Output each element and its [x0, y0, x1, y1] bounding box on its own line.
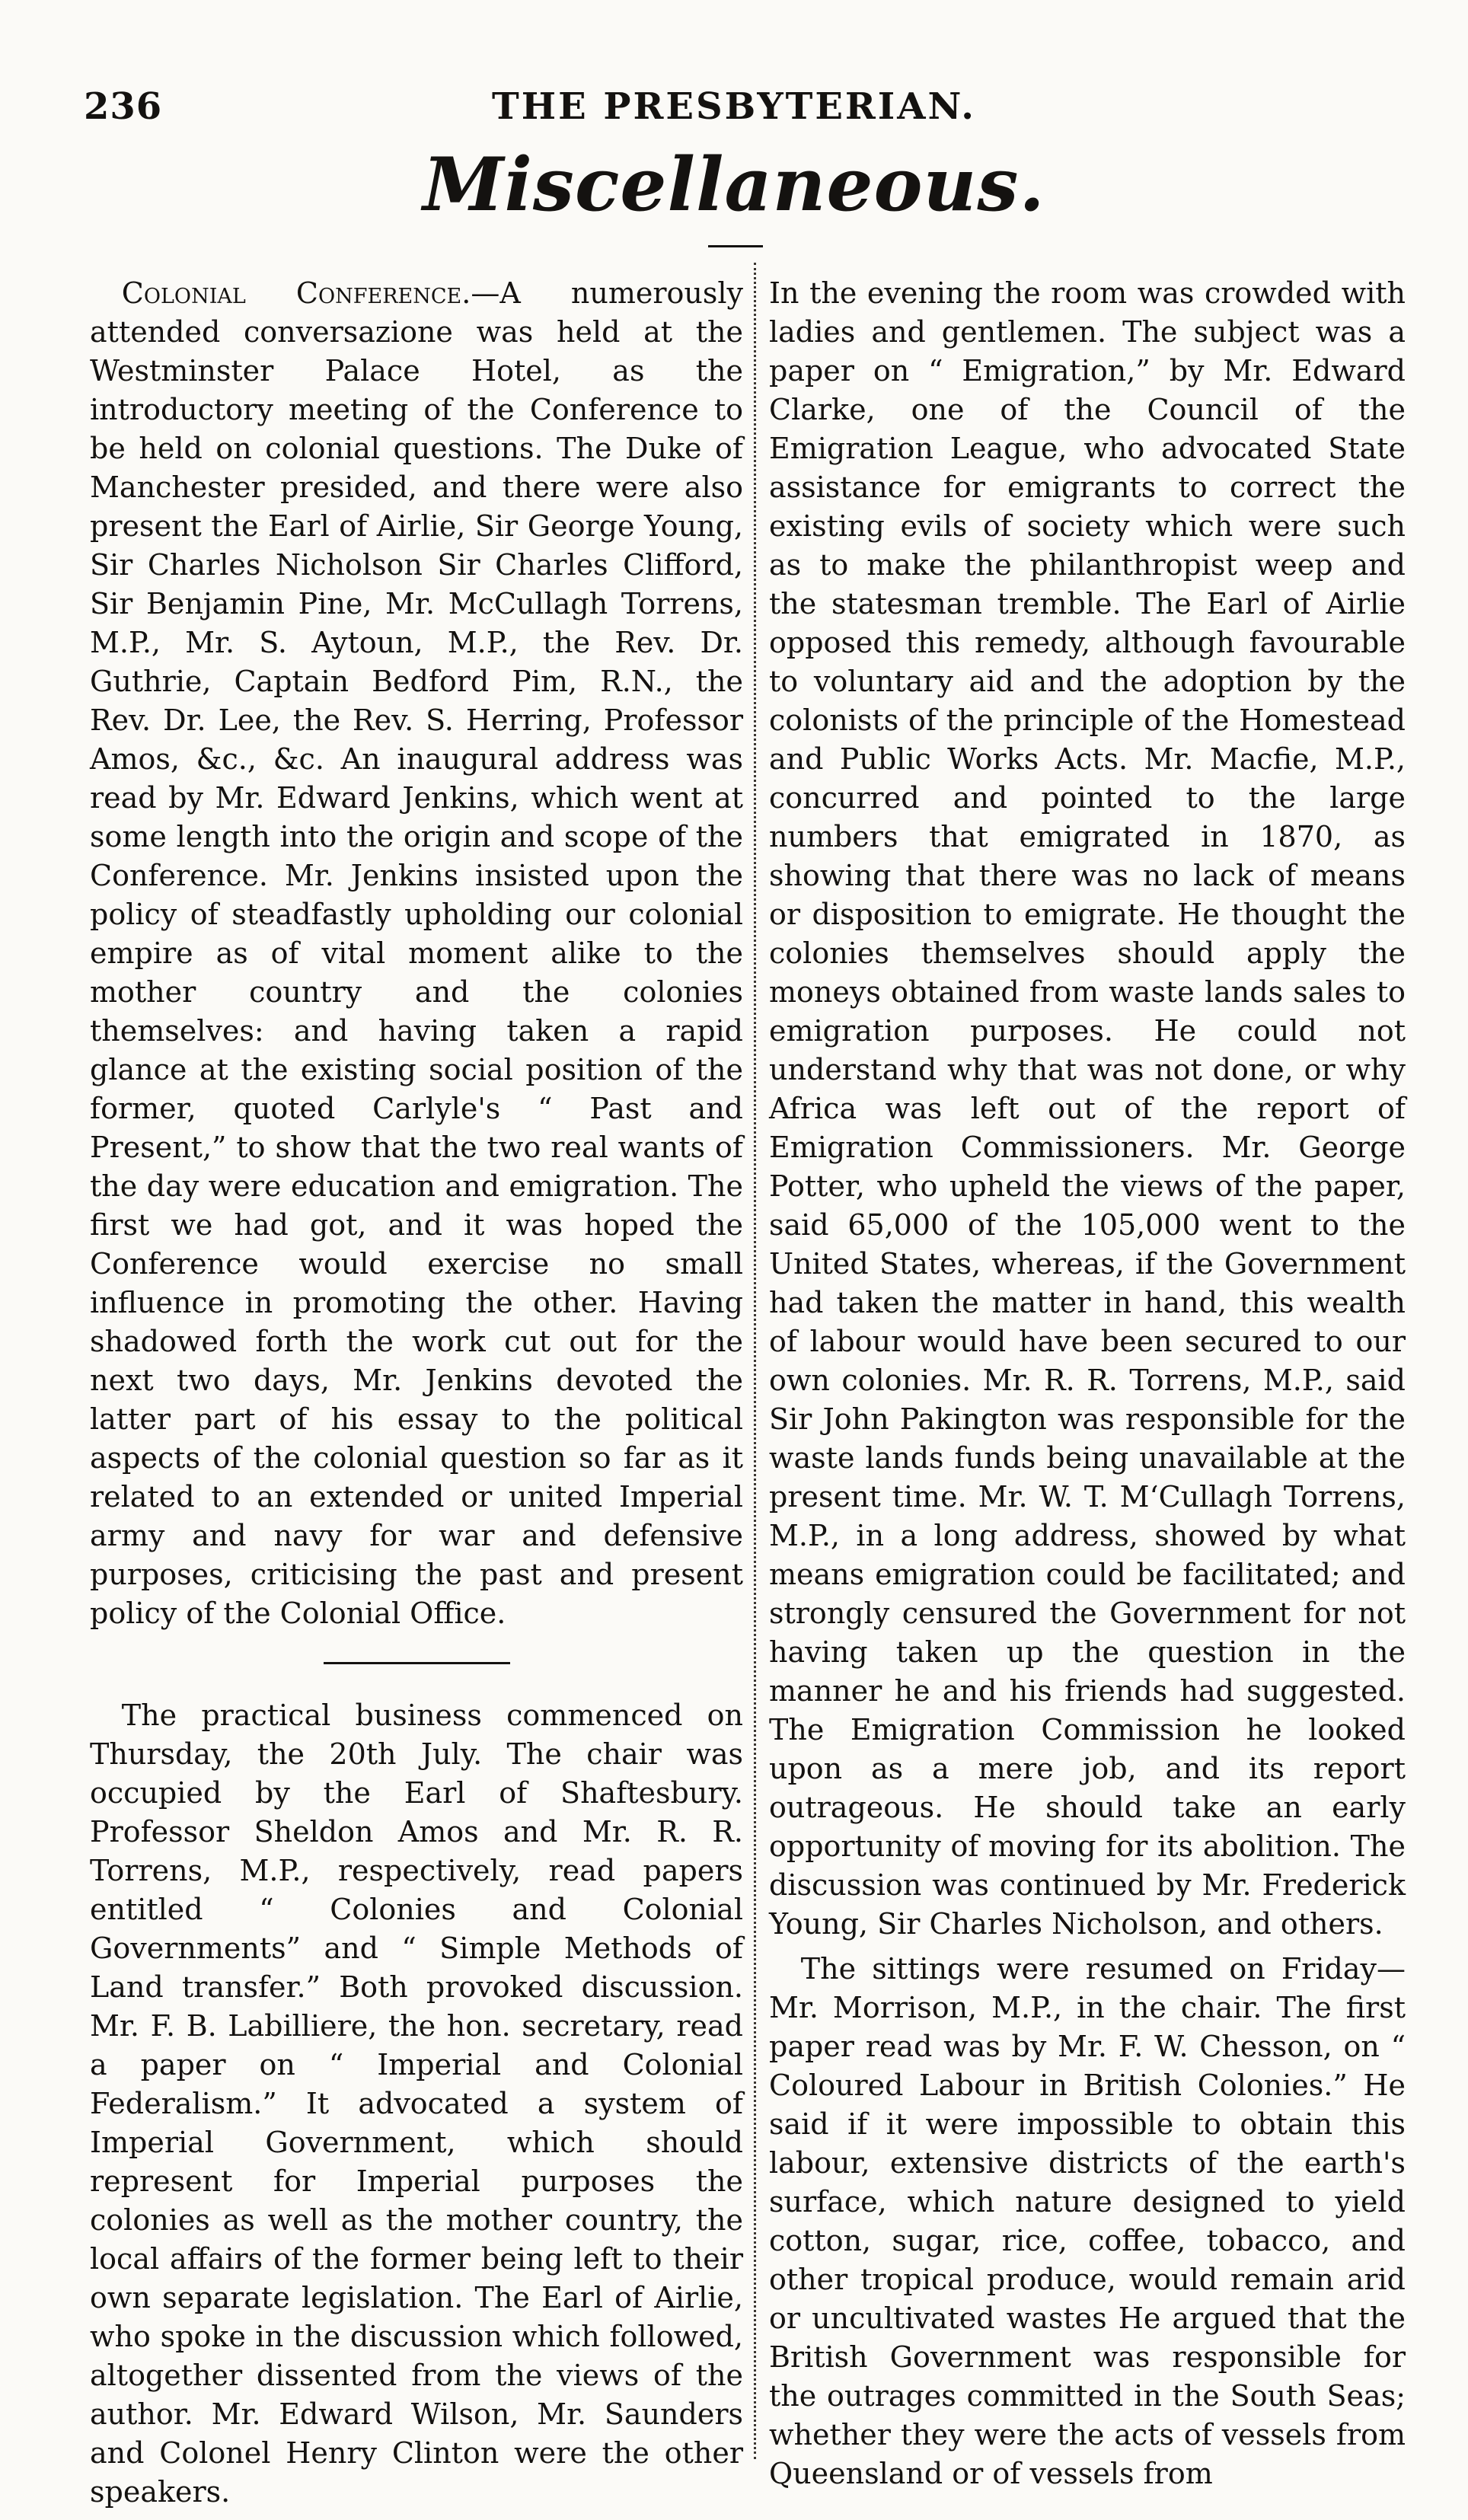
section-divider-rule	[324, 1662, 510, 1664]
conference-paragraph	[90, 274, 743, 1633]
page-number: 236	[84, 85, 163, 128]
title-rule	[708, 245, 763, 247]
paragraph-lead: Colonial Conference.	[121, 276, 471, 310]
journal-title: THE PRESBYTERIAN.	[492, 85, 976, 128]
paragraph-gap	[769, 1944, 1406, 1950]
practical-business-paragraph: The practical business commenced on Thursday, the 20th July. The chair was occupied by the Earl of Shaftesbury. Professor Sheldon Amos and Mr. R. R. Torrens, M.P., respectively, read papers entitled “ Colonies and Colonial Governments” and “ Simple Methods of Land transfer.” Both provoked discussion. Mr. F. B. Labilliere, the hon. secretary, read a paper on “ Imperial and Colonial Federalism.” It advocated a system of Imperial Government, which should represent for Imperial purposes the colonies as well as the mother country, the local affairs of the former being left to their own separate legislation. The Earl of Airlie, who spoke in the discussion which followed, altogether dissented from the views of the author. Mr. Edward Wilson, Mr. Saunders and Colonel Henry Clinton were the other speakers.	[90, 1699, 743, 2509]
section-title: Miscellaneous.	[423, 142, 1045, 228]
left-column	[90, 274, 743, 2512]
friday-sittings-paragraph: The sittings were resumed on Friday—Mr. Morrison, M.P., in the chair. The first paper read was by Mr. F. W. Chesson, on “ Coloured Labour in British Colonies.” He said if it were impossible to obtain this labour, extensive districts of the earth's surface, which nature designed to yield cotton, sugar, rice, coffee, tobacco, and other tropical produce, would remain arid or uncultivated wastes He argued that the British Government was responsible for the outrages committed in the South Seas; whether they were the acts of vessels from Queensland or of vessels from	[769, 1952, 1406, 2490]
evening-session-paragraph: In the evening the room was crowded with ladies and gentlemen. The subject was a paper on “ Emigration,” by Mr. Edward Clarke, one of the Council of the Emigration League, who advocated State assistance for emigrants to correct the existing evils of society which were such as to make the philanthropist weep and the statesman tremble. The Earl of Airlie opposed this remedy, although favourable to voluntary aid and the adoption by the colonists of the principle of the Homestead and Public Works Acts. Mr. Macfie, M.P., concurred and pointed to the large numbers that emigrated in 1870, as showing that there was no lack of means or disposition to emigrate. He thought the colonies themselves should apply the moneys obtained from waste lands sales to emigration purposes. He could not understand why that was not done, or why Africa was left out of the report of Emigration Commissioners. Mr. George Potter, who upheld the views of the paper, said 65,000 of the 105,000 went to the United States, whereas, if the Government had taken the matter in hand, this wealth of labour would have been secured to our own colonies. Mr. R. R. Torrens, M.P., said Sir John Pakington was responsible for the waste lands funds being unavailable at the present time. Mr. W. T. M‘Cullagh Torrens, M.P., in a long address, showed by what means emigration could be facilitated; and strongly censured the Government for not having taken up the question in the manner he and his friends had suggested. The Emigration Commission he looked upon as a mere job, and its report outrageous. He should take an early opportunity of moving for its abolition. The discussion was continued by Mr. Frederick Young, Sir Charles Nicholson, and others.	[769, 276, 1406, 1941]
right-column	[769, 274, 1406, 2493]
paragraph-text: —A numerously attended conversazione was held at the Westminster Palace Hotel, as the introductory meeting of the Conference to be held on colonial questions. The Duke of Manchester presided, and there were also present the Earl of Airlie, Sir George Young, Sir Charles Nicholson Sir Charles Clifford, Sir Benjamin Pine, Mr. McCullagh Torrens, M.P., Mr. S. Aytoun, M.P., the Rev. Dr. Guthrie, Captain Bedford Pim, R.N., the Rev. Dr. Lee, the Rev. S. Herring, Professor Amos, &c., &c. An inaugural address was read by Mr. Edward Jenkins, which went at some length into the origin and scope of the Conference. Mr. Jenkins insisted upon the policy of steadfastly upholding our colonial empire as of vital moment alike to the mother country and the colonies themselves: and having taken a rapid glance at the existing social position of the former, quoted Carlyle's “ Past and Present,” to show that the two real wants of the day were education and emigration. The first we had got, and it was hoped the Conference would exercise no small influence in promoting the other. Having shadowed forth the work cut out for the next two days, Mr. Jenkins devoted the latter part of his essay to the political aspects of the colonial question so far as it related to an extended or united Imperial army and navy for war and defensive purposes, criticising the past and present policy of the Colonial Office.	[90, 276, 743, 1630]
column-divider	[754, 263, 756, 2459]
